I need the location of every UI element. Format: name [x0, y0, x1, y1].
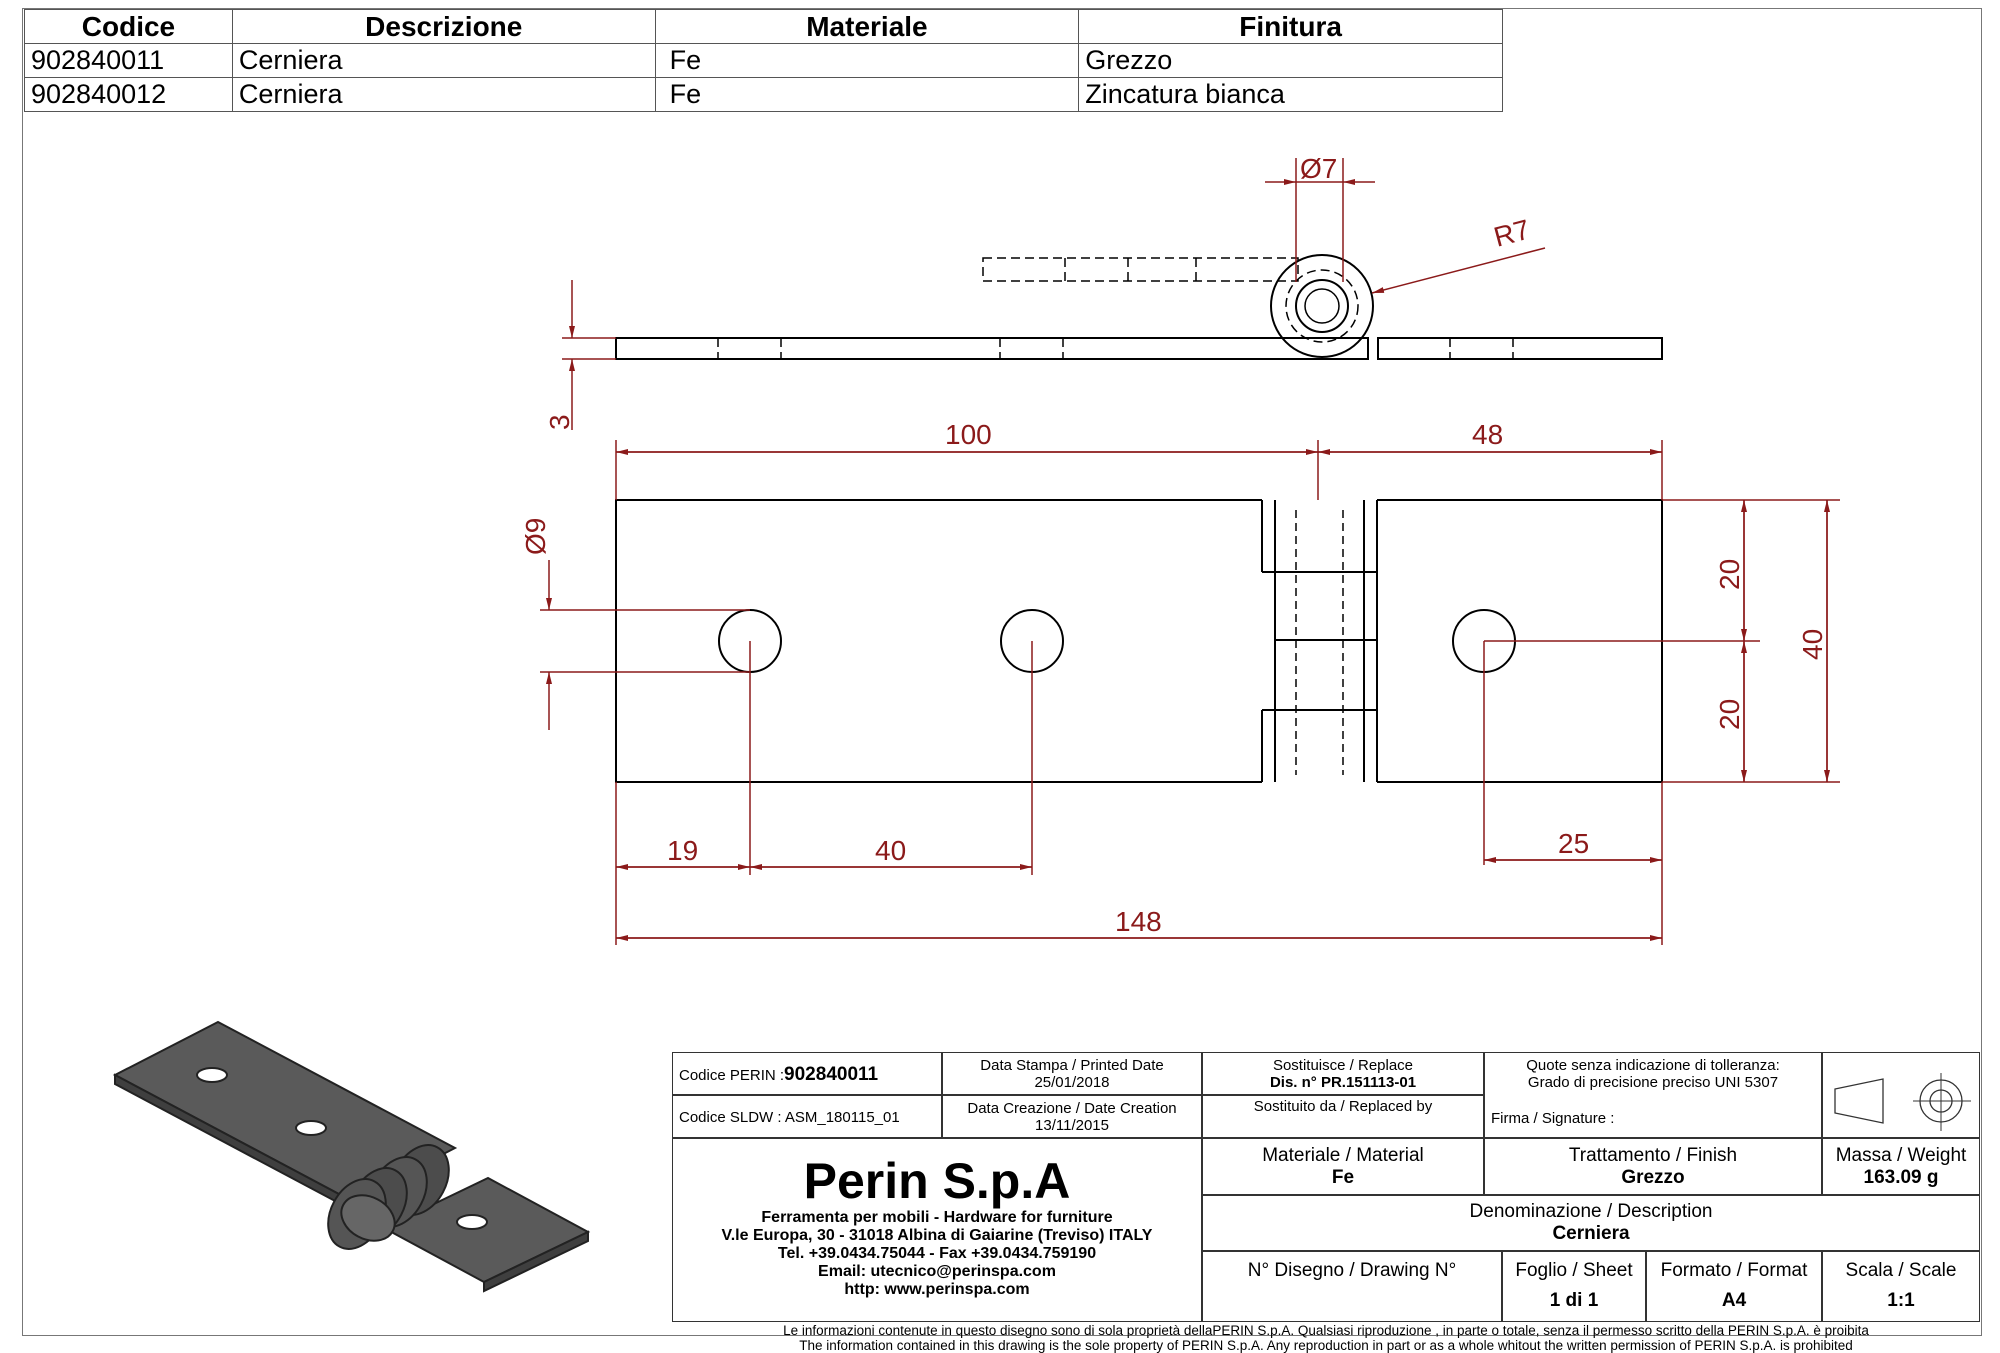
material-value: Fe — [1331, 1167, 1355, 1188]
description-cell — [1202, 1195, 1980, 1251]
format-label: Formato / Format — [1660, 1260, 1808, 1281]
sheet-value: 1 di 1 — [1549, 1290, 1599, 1311]
dim-right-hole-offset: 25 — [1558, 828, 1590, 859]
finish-label: Trattamento / Finish — [1568, 1145, 1738, 1166]
pin-outer-circle — [1296, 280, 1348, 332]
company-name: Perin S.p.A — [803, 1153, 1071, 1209]
replace-value: Dis. n° PR.151113-01 — [1269, 1074, 1417, 1091]
codice-perin-label: Codice PERIN : — [679, 1067, 785, 1084]
drawing-number-cell — [1202, 1251, 1502, 1322]
row-code: 902840012 — [25, 78, 233, 112]
creation-date-label: Data Creazione / Date Creation — [967, 1100, 1177, 1117]
weight-value: 163.09 g — [1863, 1167, 1939, 1188]
row-code: 902840011 — [25, 44, 233, 78]
material-label: Materiale / Material — [1262, 1145, 1424, 1166]
company-details — [673, 1209, 1201, 1299]
replace-cell — [1202, 1052, 1484, 1095]
scale-cell — [1822, 1251, 1980, 1322]
company-website: http: www.perinspa.com — [844, 1281, 1030, 1298]
format-cell — [1646, 1251, 1822, 1322]
company-email: Email: utecnico@perinspa.com — [818, 1263, 1056, 1280]
creation-date-cell — [942, 1095, 1202, 1138]
row-description: Cerniera — [232, 78, 655, 112]
drawing-number-label: N° Disegno / Drawing N° — [1247, 1260, 1457, 1281]
first-angle-projection-icon — [1823, 1053, 1981, 1139]
isometric-hinge-view — [115, 1022, 588, 1291]
sheet-label: Foglio / Sheet — [1515, 1260, 1633, 1281]
replace-label: Sostituisce / Replace — [1272, 1057, 1414, 1074]
iso-hole-2 — [296, 1121, 326, 1135]
header-descrizione: Descrizione — [232, 10, 655, 44]
side-left-leaf — [616, 338, 1368, 359]
header-codice: Codice — [25, 10, 233, 44]
finish-cell — [1484, 1138, 1822, 1195]
open-leaf-hidden — [983, 258, 1298, 281]
pin-hidden — [1296, 510, 1343, 775]
codice-sldw-cell — [672, 1095, 942, 1138]
disclaimer-english: The information contained in this drawing is the sole property of PERIN S.p.A. Any reproduction in part or as a whole whitout the written permission of PERIN S.p.A. is prohibited — [799, 1338, 1853, 1353]
description-label: Denominazione / Description — [1469, 1201, 1713, 1222]
print-date-label: Data Stampa / Printed Date — [980, 1057, 1164, 1074]
description-value: Cerniera — [1552, 1223, 1630, 1244]
title-block — [672, 1052, 1980, 1353]
print-date-value: 25/01/2018 — [1034, 1074, 1110, 1091]
scale-value: 1:1 — [1887, 1290, 1915, 1311]
row-material: Fe — [655, 44, 1079, 78]
print-date-cell — [942, 1052, 1202, 1095]
material-cell — [1202, 1138, 1484, 1195]
tolerance-cell — [1484, 1052, 1822, 1095]
dimension-labels — [520, 153, 1828, 937]
weight-label: Massa / Weight — [1835, 1145, 1967, 1166]
dim-hole-spacing: 40 — [875, 835, 907, 866]
dim-right-leaf: 48 — [1472, 419, 1504, 450]
row-description: Cerniera — [232, 44, 655, 78]
left-leaf-outline — [616, 500, 1262, 782]
header-finitura: Finitura — [1079, 10, 1503, 44]
dim-height: 40 — [1797, 628, 1828, 660]
iso-hole-1 — [197, 1068, 227, 1082]
signature-label: Firma / Signature : — [1491, 1110, 1615, 1127]
signature-cell — [1484, 1095, 1822, 1138]
company-phone: Tel. +39.0434.75044 - Fax +39.0434.759190 — [777, 1245, 1097, 1262]
weight-cell — [1822, 1138, 1980, 1195]
dim-hole-diameter: Ø9 — [520, 517, 551, 555]
tolerance-line1: Quote senza indicazione di tolleranza: — [1526, 1057, 1780, 1074]
row-finish: Grezzo — [1079, 44, 1503, 78]
dim-thickness: 3 — [544, 414, 575, 430]
side-view — [616, 255, 1662, 359]
codice-perin-cell — [672, 1052, 942, 1095]
dim-pin-diameter: Ø7 — [1300, 153, 1338, 184]
dim-first-hole-offset: 19 — [667, 835, 699, 866]
replaced-by-label: Sostituito da / Replaced by — [1253, 1098, 1433, 1115]
side-hidden-lines — [718, 258, 1513, 359]
sheet-cell — [1502, 1251, 1646, 1322]
codice-sldw: Codice SLDW : ASM_180115_01 — [679, 1109, 900, 1126]
disclaimer-italian: Le informazioni contenute in questo disegno sono di sola proprietà dellaPERIN S.p.A. Qualsiasi riproduzione , in parte o totale, senza il permesso scritto della PERIN S.p.A. è proibita — [783, 1323, 1869, 1338]
company-cell — [672, 1138, 1202, 1322]
format-value: A4 — [1721, 1290, 1747, 1311]
iso-hole-3 — [457, 1215, 487, 1229]
creation-date-value: 13/11/2015 — [1035, 1117, 1109, 1134]
projection-symbol-cell — [1822, 1052, 1980, 1138]
codice-perin-value: 902840011 — [784, 1064, 879, 1085]
dim-left-leaf: 100 — [945, 419, 992, 450]
scale-label: Scala / Scale — [1845, 1260, 1957, 1281]
side-right-leaf — [1378, 338, 1662, 359]
header-materiale: Materiale — [655, 10, 1079, 44]
dim-knuckle-radius: R7 — [1490, 213, 1534, 253]
tolerance-line2: Grado di precisione preciso UNI 5307 — [1527, 1074, 1779, 1091]
row-material: Fe — [655, 78, 1079, 112]
pin-inner-circle — [1305, 289, 1339, 323]
company-tagline: Ferramenta per mobili - Hardware for furniture — [761, 1209, 1113, 1226]
finish-value: Grezzo — [1621, 1167, 1685, 1188]
replaced-by-cell — [1202, 1095, 1484, 1138]
dim-half-height-bottom: 20 — [1714, 698, 1745, 730]
dimension-lines — [540, 158, 1840, 945]
row-finish: Zincatura bianca — [1079, 78, 1503, 112]
dim-half-height-top: 20 — [1714, 558, 1745, 590]
disclaimer — [672, 1322, 1980, 1353]
dim-total-length: 148 — [1115, 906, 1162, 937]
company-address: V.le Europa, 30 - 31018 Albina di Gaiarine (Treviso) ITALY — [721, 1227, 1153, 1244]
